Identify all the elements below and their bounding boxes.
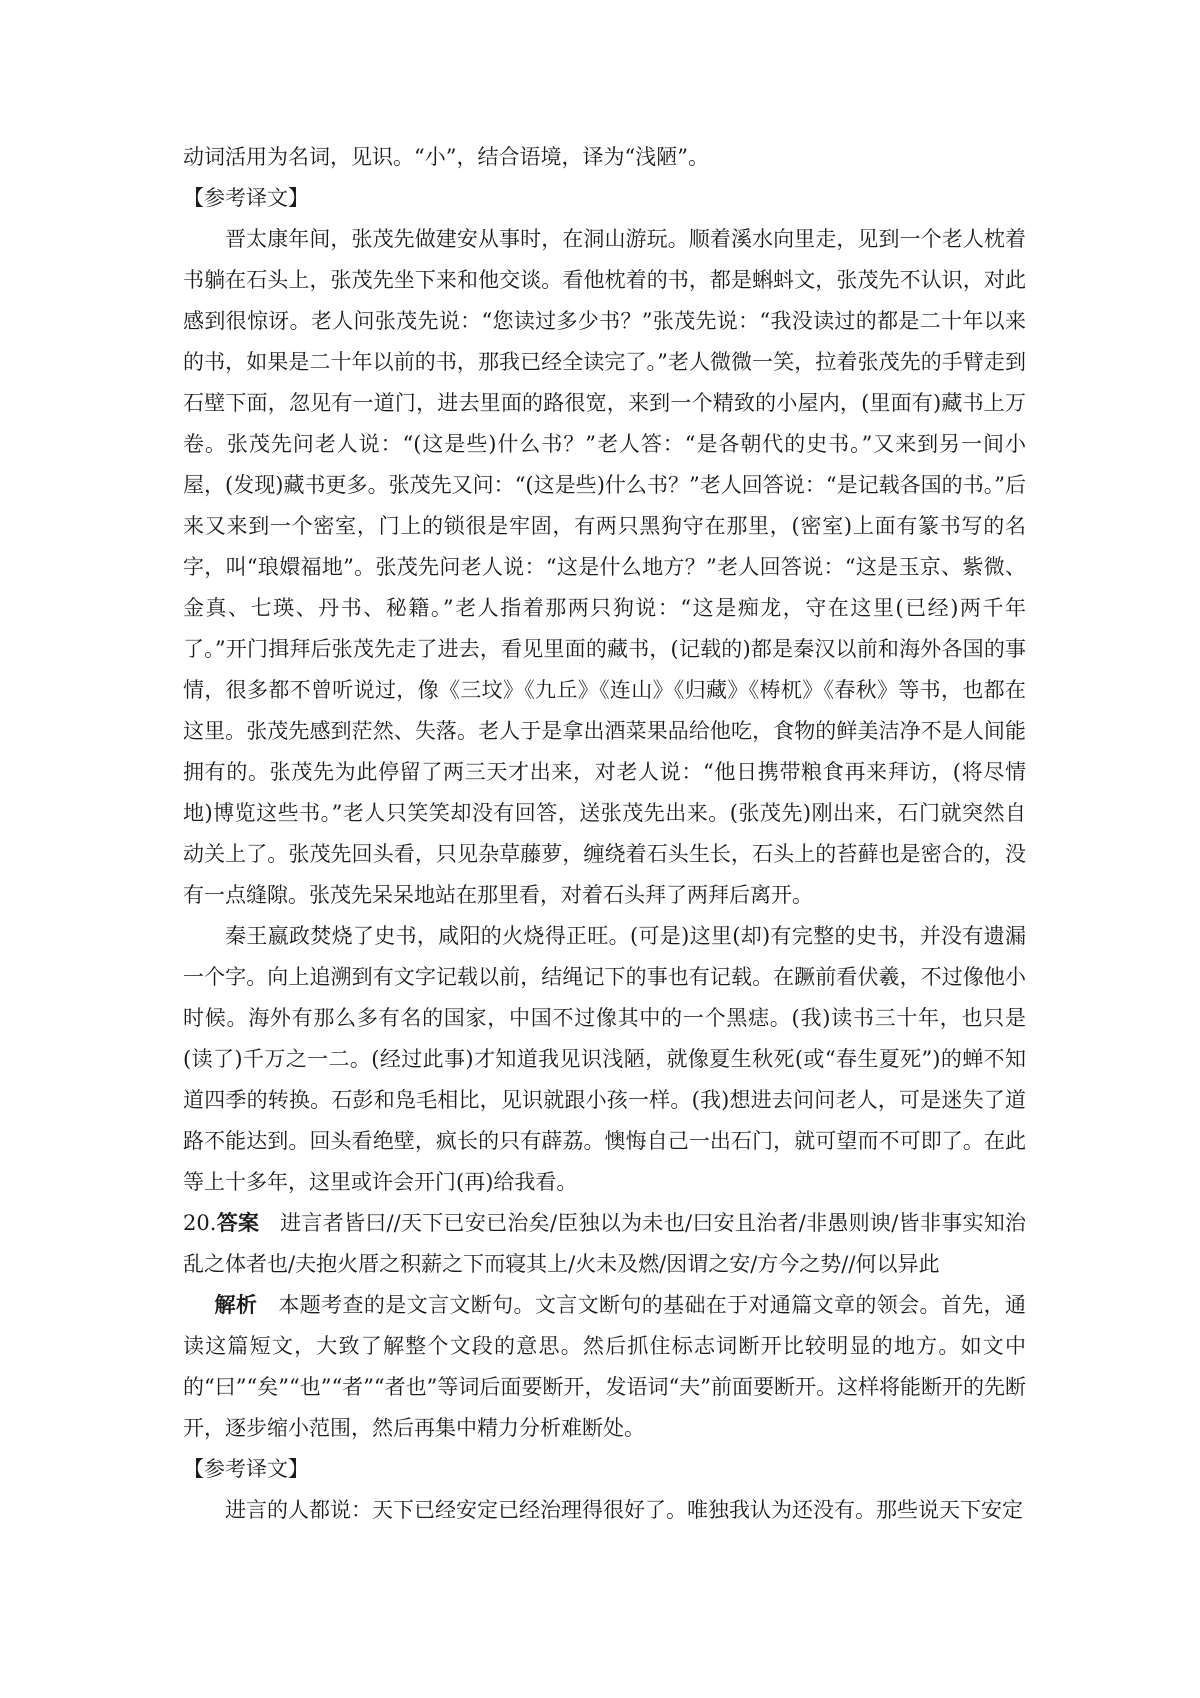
q20-reference-heading: 【参考译文】 — [183, 1457, 309, 1481]
document-page — [183, 137, 1026, 1531]
q19-translation-paragraph-1: 晋太康年间，张茂先做建安从事时，在洞山游玩。顺着溪水向里走，见到一个老人枕着书躺在石头上，张茂先坐下来和他交谈。看他枕着的书，都是蝌蚪文，张茂先不认识，对此感到很惊讶。老人问张茂先说：“您读过多少书？”张茂先说：“我没读过的都是二十年以来的书，如果是二十年以前的书，那我已经全读完了。”老人微微一笑，拉着张茂先的手臂走到石壁下面，忽见有一道门，进去里面的路很宽，来到一个精致的小屋内，(里面有)藏书上万卷。张茂先问老人说：“(这是些)什么书？”老人答：“是各朝代的史书。”又来到另一间小屋，(发现)藏书更多。张茂先又问：“(这是些)什么书？”老人回答说：“是记载各国的书。”后来又来到一个密室，门上的锁很是牢固，有两只黑狗守在那里，(密室)上面有篆书写的名字，叫“琅嬛福地”。张茂先问老人说：“这是什么地方？”老人回答说：“这是玉京、紫微、金真、七瑛、丹书、秘籍。”老人指着那两只狗说：“这是痴龙，守在这里(已经)两千年了。”开门揖拜后张茂先走了进去，看见里面的藏书，(记载的)都是秦汉以前和海外各国的事情，很多都不曾听说过，像《三坟》《九丘》《连山》《归藏》《梼杌》《春秋》等书，也都在这里。张茂先感到茫然、失落。老人于是拿出酒菜果品给他吃，食物的鲜美洁净不是人间能拥有的。张茂先为此停留了两三天才出来，对老人说：“他日携带粮食再来拜访，(将尽情地)博览这些书。”老人只笑笑却没有回答，送张茂先出来。(张茂先)刚出来，石门就突然自动关上了。张茂先回头看，只见杂草藤萝，缠绕着石头生长，石头上的苔藓也是密合的，没有一点缝隙。张茂先呆呆地站在那里看，对着石头拜了两拜后离开。 — [183, 227, 1026, 907]
q20-analysis — [183, 1285, 1026, 1449]
q20-analysis-label: 解析 — [214, 1293, 258, 1317]
q19-reference-heading: 【参考译文】 — [183, 186, 309, 210]
q20-translation-start: 进言的人都说：天下已经安定已经治理得很好了。唯独我认为还没有。那些说天下安定 — [225, 1498, 1023, 1522]
q20-number: 20. — [183, 1211, 217, 1235]
q20-answer — [183, 1203, 1026, 1285]
intro-line: 动词活用为名词，见识。“小”，结合语境，译为“浅陋”。 — [183, 145, 709, 169]
q19-translation-paragraph-2: 秦王嬴政焚烧了史书，咸阳的火烧得正旺。(可是)这里(却)有完整的史书，并没有遗漏一个字。向上追溯到有文字记载以前，结绳记下的事也有记载。在蹶前看伏羲，不过像他小时候。海外有那么多有名的国家，中国不过像其中的一个黑痣。(我)读书三十年，也只是(读了)千万之一二。(经过此事)才知道我见识浅陋，就像夏生秋死(或“春生夏死”)的蝉不知道四季的转换。石彭和凫毛相比，见识就跟小孩一样。(我)想进去问问老人，可是迷失了道路不能达到。回头看绝壁，疯长的只有薜荔。懊悔自己一出石门，就可望而不可即了。在此等上十多年，这里或许会开门(再)给我看。 — [183, 924, 1026, 1194]
q20-answer-text: 进言者皆曰//天下已安已治矣/臣独以为未也/曰安且治者/非愚则谀/皆非事实知治乱之体者也/夫抱火厝之积薪之下而寝其上/火未及燃/因谓之安/方今之势//何以异此 — [183, 1211, 1027, 1276]
q20-analysis-text: 本题考查的是文言文断句。文言文断句的基础在于对通篇文章的领会。首先，通读这篇短文，大致了解整个文段的意思。然后抓住标志词断开比较明显的地方。如文中的“曰”“矣”“也”“者”“者也”等词后面要断开，发语词“夫”前面要断开。这样将能断开的先断开，逐步缩小范围，然后再集中精力分析难断处。 — [183, 1293, 1027, 1440]
q20-answer-label: 答案 — [216, 1211, 260, 1235]
